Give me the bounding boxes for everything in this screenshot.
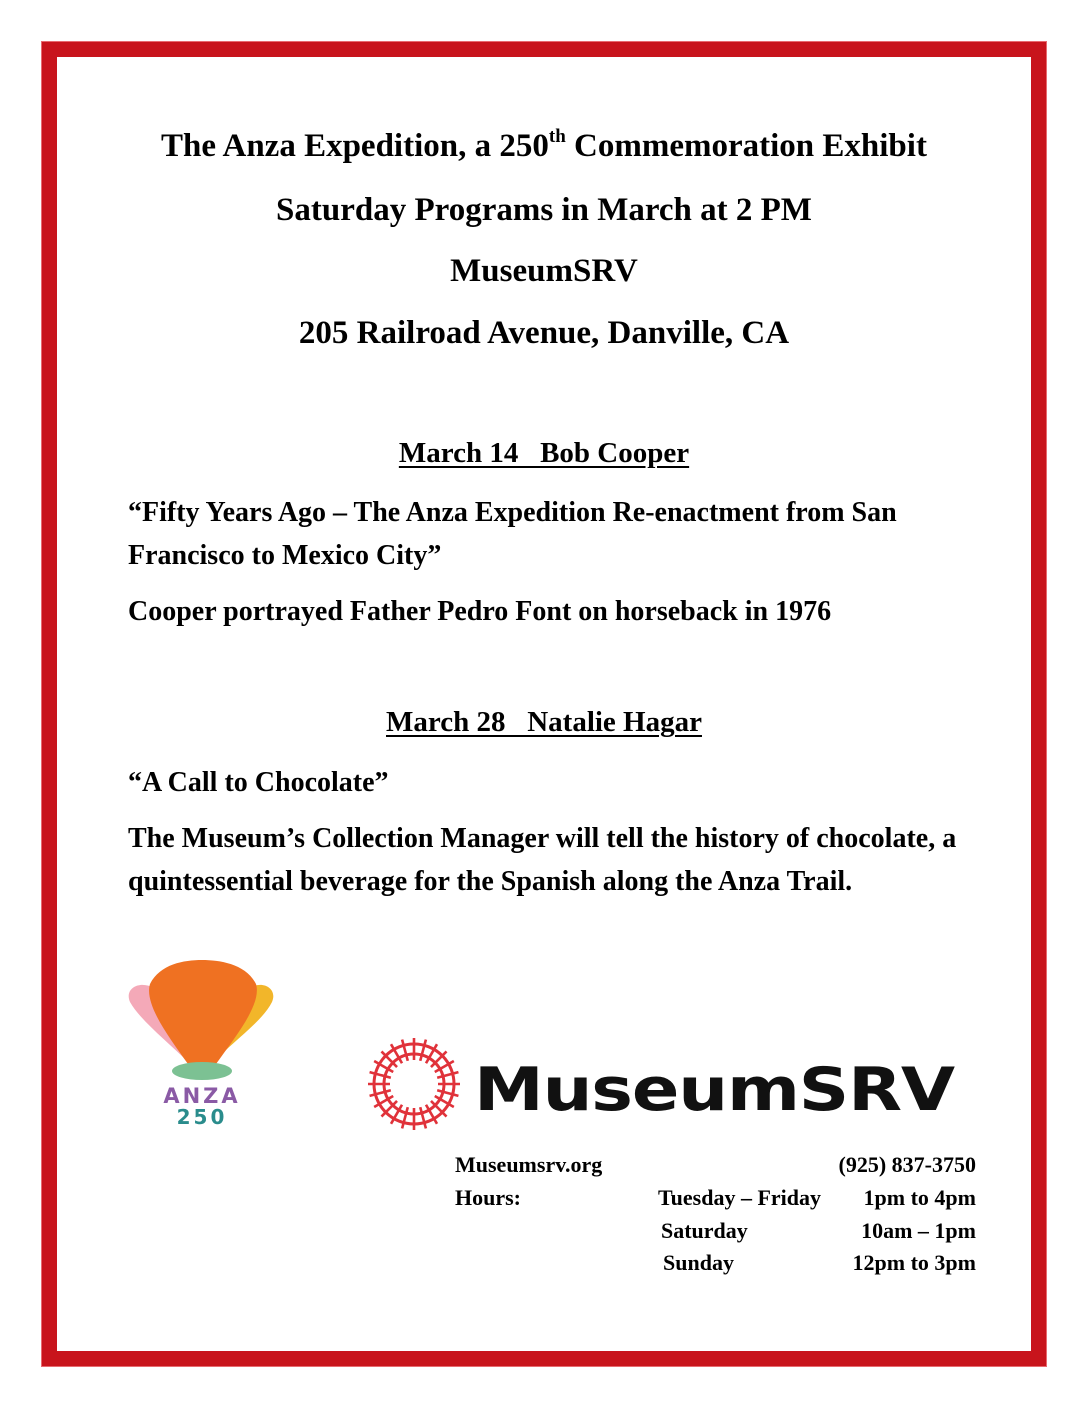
anza-250-logo bbox=[124, 958, 280, 1128]
page-title: The Anza Expedition, a 250th Commemoration Exhibit bbox=[161, 126, 927, 164]
hours-time: 1pm to 4pm bbox=[863, 1185, 976, 1210]
anza-logo-petal-center bbox=[149, 960, 257, 1064]
museumsrv-logo bbox=[364, 1034, 960, 1134]
venue-address: 205 Railroad Avenue, Danville, CA bbox=[298, 315, 790, 351]
phone-number: (925) 837-3750 bbox=[838, 1152, 976, 1177]
hours-time: 12pm to 3pm bbox=[852, 1250, 976, 1275]
venue-name: MuseumSRV bbox=[450, 253, 638, 289]
hours-days: Saturday bbox=[661, 1218, 748, 1243]
museumsrv-ring-icon bbox=[368, 1038, 460, 1130]
anza-logo-number: 250 bbox=[176, 1105, 228, 1128]
program-talk-title: “A Call to Chocolate” bbox=[128, 767, 389, 798]
page-subtitle: Saturday Programs in March at 2 PM bbox=[276, 192, 812, 228]
program-talk-title: “Fifty Years Ago – The Anza Expedition Re-enactment from San Francisco to Mexico City” bbox=[128, 497, 897, 571]
program-heading: March 14 Bob Cooper bbox=[398, 437, 690, 469]
hours-label: Hours: bbox=[455, 1185, 521, 1210]
hours-days: Tuesday – Friday bbox=[658, 1185, 822, 1210]
hours-time: 10am – 1pm bbox=[861, 1218, 976, 1243]
hours-days: Sunday bbox=[663, 1250, 734, 1275]
anza-logo-base bbox=[172, 1062, 232, 1080]
anza-logo-word: ANZA bbox=[163, 1084, 241, 1108]
program-description: The Museum’s Collection Manager will tell the history of chocolate, a quintessential beverage for the Spanish along the Anza Trail. bbox=[128, 823, 957, 897]
program-description: Cooper portrayed Father Pedro Font on horseback in 1976 bbox=[128, 596, 832, 627]
museumsrv-wordmark: MuseumSRV bbox=[474, 1055, 956, 1125]
program-heading: March 28 Natalie Hagar bbox=[386, 706, 702, 738]
website-link[interactable]: Museumsrv.org bbox=[455, 1152, 603, 1177]
